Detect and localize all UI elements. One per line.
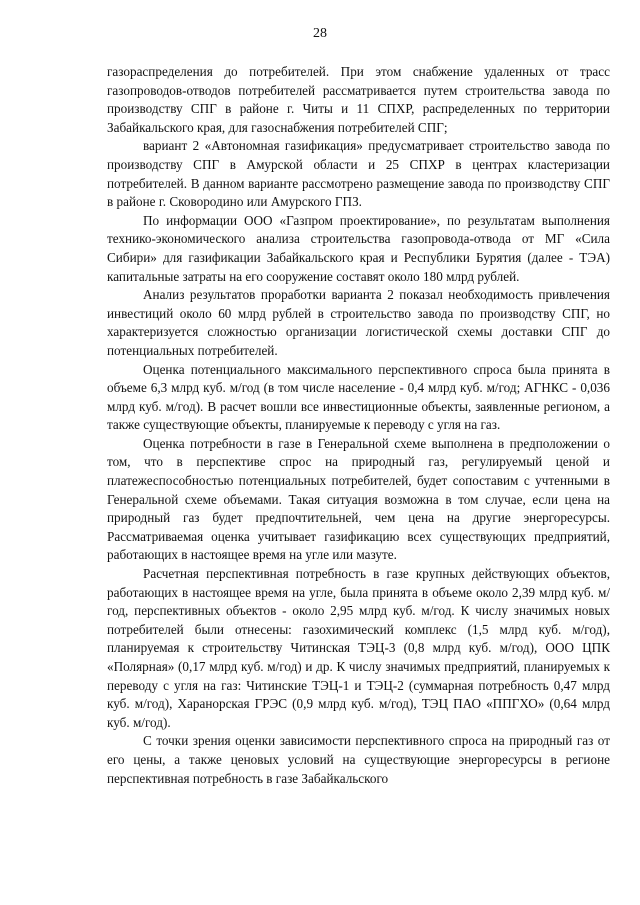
body-text bbox=[107, 63, 610, 788]
paragraph-continued: газораспределения до потребителей. При этом снабжение удаленных от трасс газопроводов-отводов потребителей рассматривается путем строительства завода по производству СПГ в районе г. Читы и 11 СПХР, распределенных по территории Забайкальского края, для газоснабжения потребителей СПГ; bbox=[107, 64, 610, 135]
paragraph-price-dependence: С точки зрения оценки зависимости перспективного спроса на природный газ от его цены, а также ценовых условий на существующие энергоресурсы в регионе перспективная потребность в газе Забайкальского bbox=[107, 733, 610, 786]
paragraph-gazprom-info: По информации ООО «Газпром проектирование», по результатам выполнения технико-экономического анализа строительства газопровода-отвода от МГ «Сила Сибири» для газификации Забайкальского края и Республики Бурятия (далее - ТЭА) капитальные затраты на его сооружение составят около 180 млрд рублей. bbox=[107, 212, 610, 284]
paragraph-variant-2-analysis: Анализ результатов проработки варианта 2 показал необходимость привлечения инвестиций около 60 млрд рублей в строительство завода по производству СПГ, но характеризуется сложностью организации логистической схемы доставки СПГ до потенциальных потребителей. bbox=[107, 287, 610, 358]
paragraph-calculated-demand: Расчетная перспективная потребность в газе крупных действующих объектов, работающих в настоящее время на угле, была принята в объеме около 2,39 млрд куб. м/год, перспективных объектов - около 2,95 млрд куб. м/год. К числу значимых новых потребителей были отнесены: газохимический комплекс (1,5 млрд куб. м/год), планируемая к строительству Читинская ТЭЦ-3 (0,8 млрд куб. м/год), ООО ЦПК «Полярная» (0,17 млрд куб. м/год) и др. К числу значимых предприятий, планируемых к переводу с угля на газ: Читинские ТЭЦ-1 и ТЭЦ-2 (суммарная потребность 0,47 млрд куб. м/год), Харанорская ГРЭС (0,9 млрд куб. м/год), ТЭЦ ПАО «ППГХО» (0,64 млрд куб. м/год). bbox=[107, 566, 610, 730]
page-number: 28 bbox=[313, 26, 327, 41]
paragraph-general-scheme: Оценка потребности в газе в Генеральной схеме выполнена в предположении о том, что в перспективе спрос на природный газ, регулируемый ценой и платежеспособностью потенциальных потребителей, будет сопоставим с учтенными в Генеральной схеме объемами. Такая ситуация возможна в том случае, если цена на природный газ будет предпочтительней, чем цена на другие энергоресурсы. Рассматриваемая оценка учитывает газификацию всех существующих предприятий, работающих в настоящее время на угле или мазуте. bbox=[107, 435, 610, 563]
paragraph-variant-2: вариант 2 «Автономная газификация» предусматривает строительство завода по производству СПГ в Амурской области и 25 СПХР в центрах кластеризации потребителей. В данном варианте рассмотрено размещение завода по производству СПГ в районе г. Сковородино или Амурского ГПЗ. bbox=[107, 138, 610, 210]
paragraph-demand-estimate: Оценка потенциального максимального перспективного спроса была принята в объеме 6,3 млрд куб. м/год (в том числе население - 0,4 млрд куб. м/год; АГНКС - 0,036 млрд куб. м/год). В расчет вошли все инвестиционные объекты, заявленные регионом, а также существующие объекты, планируемые к переводу с угля на газ. bbox=[107, 361, 610, 433]
